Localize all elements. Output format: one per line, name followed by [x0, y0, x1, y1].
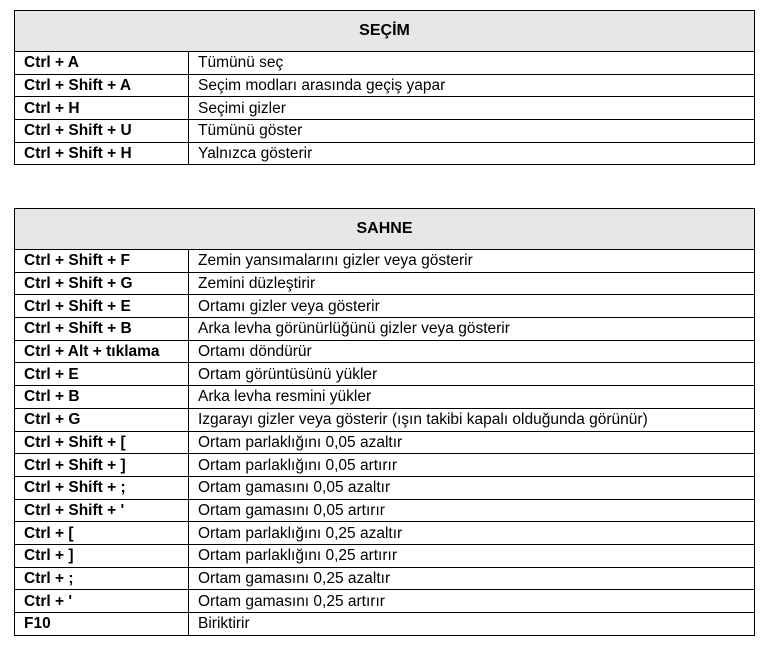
table-row: [15, 250, 755, 273]
table-row: [15, 567, 755, 590]
shortcut-key: Ctrl + ]: [15, 544, 189, 567]
shortcut-description: Ortam gamasını 0,25 artırır: [189, 590, 755, 613]
table-row: [15, 363, 755, 386]
section-title: SEÇİM: [15, 11, 755, 52]
table-row: [15, 295, 755, 318]
shortcut-key: Ctrl + Shift + U: [15, 120, 189, 143]
table-row: [15, 522, 755, 545]
shortcut-key: Ctrl + B: [15, 386, 189, 409]
shortcut-description: Ortamı gizler veya gösterir: [189, 295, 755, 318]
table-row: [15, 499, 755, 522]
shortcut-description: Arka levha görünürlüğünü gizler veya gösterir: [189, 318, 755, 341]
shortcut-key: Ctrl + Shift + G: [15, 272, 189, 295]
shortcut-description: Tümünü seç: [189, 52, 755, 75]
shortcut-description: Ortamı döndürür: [189, 340, 755, 363]
table-row: [15, 52, 755, 75]
table-row: [15, 408, 755, 431]
shortcut-key: Ctrl + Shift + ]: [15, 454, 189, 477]
table-row: [15, 318, 755, 341]
scene-shortcuts-table: [14, 208, 755, 636]
shortcut-description: Ortam parlaklığını 0,25 artırır: [189, 544, 755, 567]
shortcut-description: Yalnızca gösterir: [189, 142, 755, 165]
shortcut-description: Ortam gamasını 0,25 azaltır: [189, 567, 755, 590]
table-row: [15, 386, 755, 409]
shortcut-description: Biriktirir: [189, 613, 755, 636]
shortcut-key: Ctrl + G: [15, 408, 189, 431]
shortcut-key: Ctrl + ;: [15, 567, 189, 590]
shortcut-key: Ctrl + Alt + tıklama: [15, 340, 189, 363]
shortcut-key: Ctrl + Shift + ;: [15, 476, 189, 499]
shortcut-description: Arka levha resmini yükler: [189, 386, 755, 409]
shortcut-description: Seçim modları arasında geçiş yapar: [189, 74, 755, 97]
shortcut-key: Ctrl + E: [15, 363, 189, 386]
shortcut-key: Ctrl + Shift + B: [15, 318, 189, 341]
shortcut-key: Ctrl + A: [15, 52, 189, 75]
table-header-row: [15, 11, 755, 52]
shortcut-key: Ctrl + ': [15, 590, 189, 613]
shortcut-key: Ctrl + Shift + A: [15, 74, 189, 97]
shortcut-description: Ortam parlaklığını 0,25 azaltır: [189, 522, 755, 545]
section-title: SAHNE: [15, 209, 755, 250]
table-header-row: [15, 209, 755, 250]
shortcut-description: Ortam parlaklığını 0,05 azaltır: [189, 431, 755, 454]
table-row: [15, 120, 755, 143]
shortcut-key: Ctrl + [: [15, 522, 189, 545]
table-row: [15, 431, 755, 454]
table-row: [15, 476, 755, 499]
shortcut-key: Ctrl + Shift + [: [15, 431, 189, 454]
shortcut-description: Ortam parlaklığını 0,05 artırır: [189, 454, 755, 477]
shortcut-description: Izgarayı gizler veya gösterir (ışın takibi kapalı olduğunda görünür): [189, 408, 755, 431]
shortcut-description: Tümünü göster: [189, 120, 755, 143]
shortcut-key: Ctrl + Shift + ': [15, 499, 189, 522]
table-row: [15, 613, 755, 636]
shortcut-key: Ctrl + Shift + H: [15, 142, 189, 165]
shortcut-key: Ctrl + Shift + E: [15, 295, 189, 318]
shortcut-description: Zemin yansımalarını gizler veya gösterir: [189, 250, 755, 273]
table-row: [15, 544, 755, 567]
shortcut-description: Seçimi gizler: [189, 97, 755, 120]
shortcut-key: Ctrl + Shift + F: [15, 250, 189, 273]
table-row: [15, 590, 755, 613]
selection-shortcuts-table: [14, 10, 755, 165]
shortcut-description: Ortam gamasını 0,05 azaltır: [189, 476, 755, 499]
table-row: [15, 454, 755, 477]
table-row: [15, 74, 755, 97]
shortcut-key: Ctrl + H: [15, 97, 189, 120]
shortcut-description: Ortam görüntüsünü yükler: [189, 363, 755, 386]
shortcut-key: F10: [15, 613, 189, 636]
table-row: [15, 97, 755, 120]
shortcut-description: Zemini düzleştirir: [189, 272, 755, 295]
shortcut-description: Ortam gamasını 0,05 artırır: [189, 499, 755, 522]
table-row: [15, 272, 755, 295]
table-row: [15, 340, 755, 363]
table-row: [15, 142, 755, 165]
